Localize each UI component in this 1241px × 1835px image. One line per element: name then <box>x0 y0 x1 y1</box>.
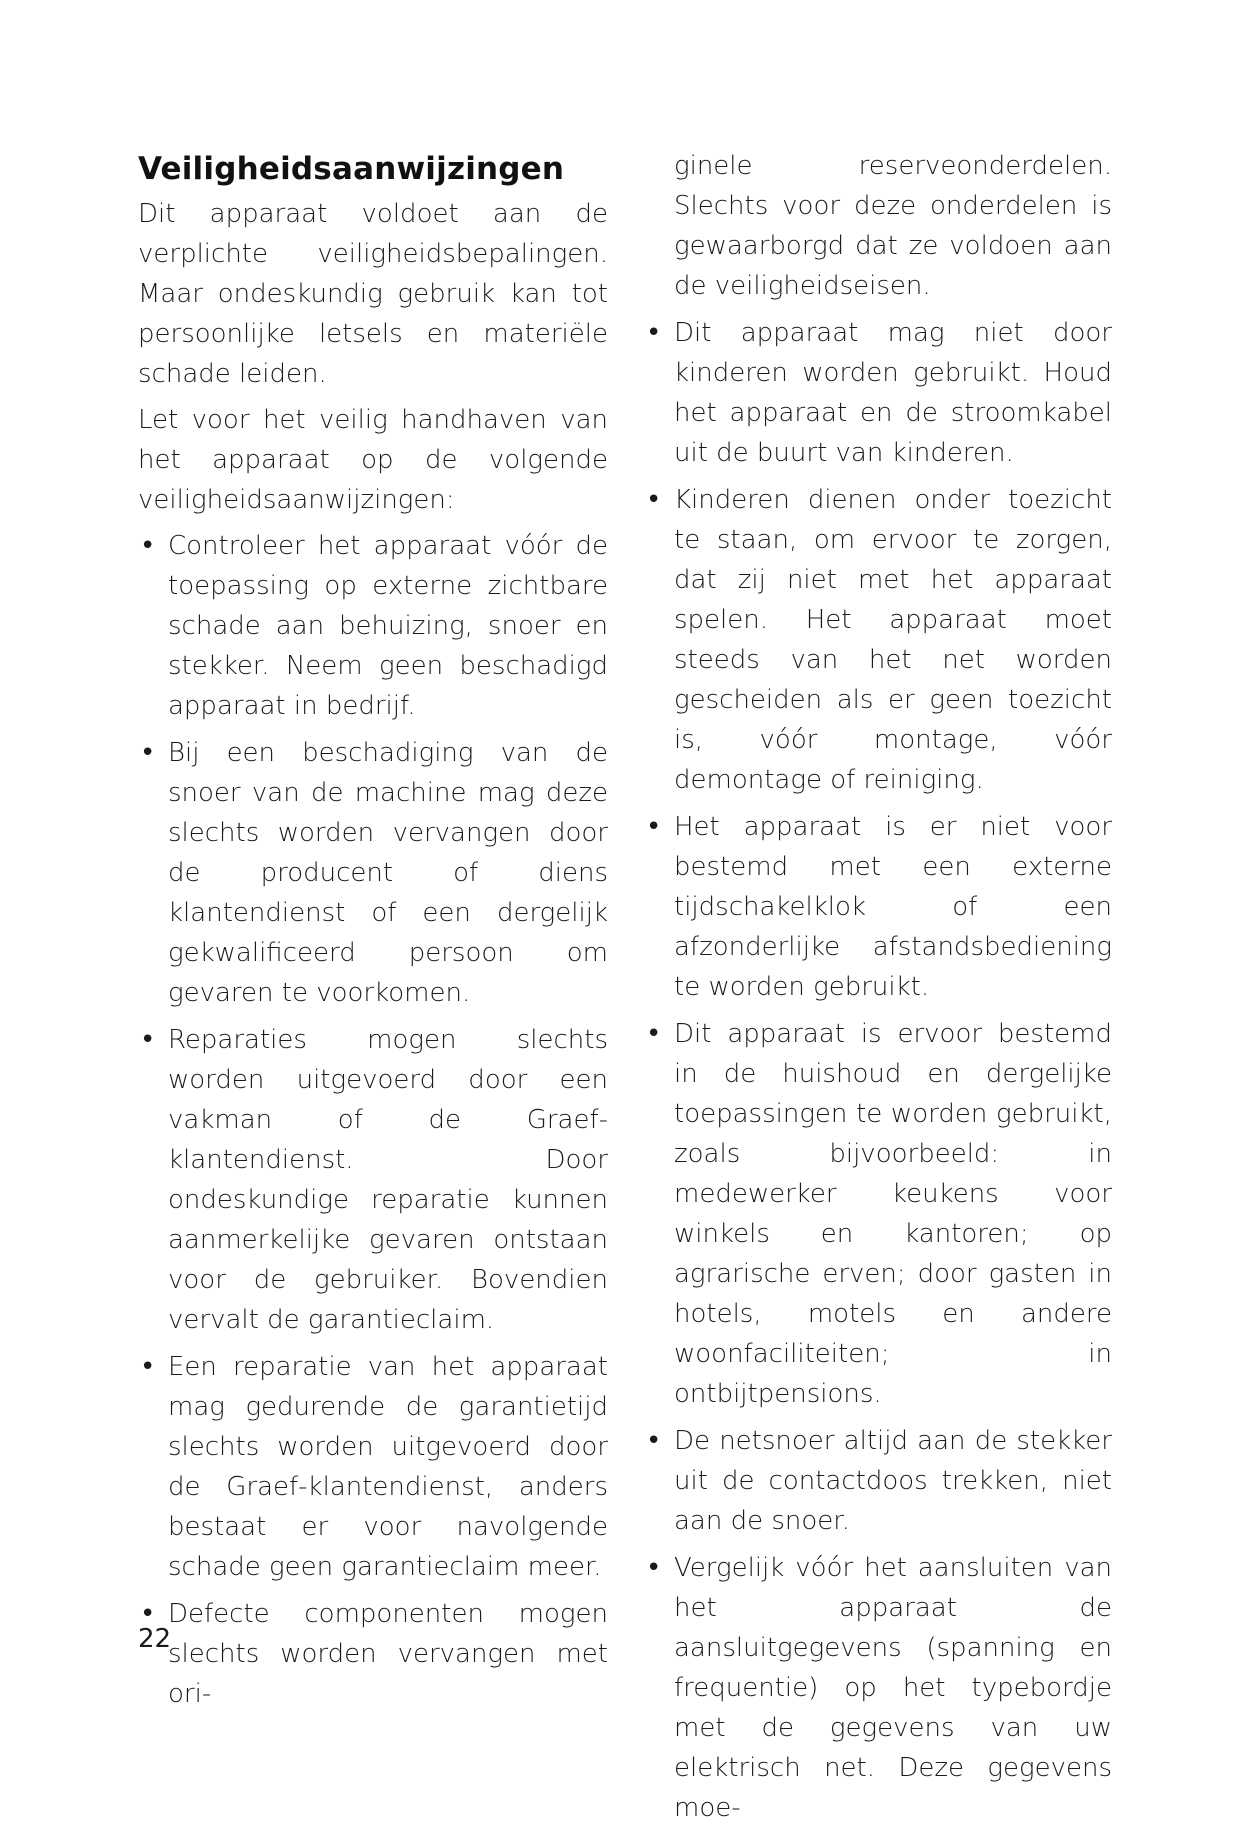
list-item-text: Bij een beschadiging van de snoer van de machine mag deze slechts worden vervangen door de producent of diens klantendienst of een dergelijk gekwalificeerd persoon om gevaren te voorkomen. <box>168 738 608 1008</box>
left-column <box>138 146 608 1721</box>
section-heading: Veiligheidsaanwijzingen <box>138 151 565 187</box>
list-item <box>644 807 1112 1007</box>
list-item <box>644 1014 1112 1414</box>
intro-paragraph: Let voor het veilig handhaven van het apparaat op de volgende veiligheidsaanwijzingen: <box>138 405 608 515</box>
list-item-continuation: ginele reserveonderdelen. Slechts voor deze onderdelen is gewaarborgd dat ze voldoen aan de veiligheidseisen. <box>674 151 1112 301</box>
list-item-text: Een reparatie van het apparaat mag gedurende de garantietijd slechts worden uitgevoerd door de Graef-klantendienst, anders bestaat er voor navolgende schade geen garantieclaim meer. <box>168 1352 608 1582</box>
list-item-text: Defecte componenten mogen slechts worden vervangen met ori- <box>168 1599 608 1709</box>
bullet-icon: • <box>646 1426 662 1456</box>
list-item-text: Het apparaat is er niet voor bestemd met een externe tijdschakelklok of een afzonderlijke afstandsbediening te worden gebruikt. <box>674 812 1112 1002</box>
bullet-icon: • <box>646 1019 662 1049</box>
bullet-icon: • <box>646 318 662 348</box>
list-item <box>138 526 608 726</box>
safety-list-right <box>644 313 1112 1828</box>
bullet-icon: • <box>140 1352 156 1382</box>
list-item <box>644 313 1112 473</box>
bullet-icon: • <box>646 812 662 842</box>
list-item-text: Dit apparaat is ervoor bestemd in de huishoud en dergelijke toepassingen te worden gebruikt, zoals bijvoorbeeld: in medewerker keukens voor winkels en kantoren; op agrarische erven; door gasten in hotels, motels en andere woonfaciliteiten; in ontbijtpensions. <box>674 1019 1112 1409</box>
bullet-icon: • <box>140 1599 156 1629</box>
bullet-icon: • <box>140 738 156 768</box>
list-item-text: Kinderen dienen onder toezicht te staan, om ervoor te zorgen, dat zij niet met het apparaat spelen. Het apparaat moet steeds van het net worden gescheiden als er geen toezicht is, vóór montage, vóór demontage of reiniging. <box>674 485 1112 795</box>
page-number: 22 <box>138 1624 172 1654</box>
intro-paragraph: Dit apparaat voldoet aan de verplichte veiligheidsbepalingen. Maar ondeskundig gebruik kan tot persoonlijke letsels en materiële schade leiden. <box>138 199 608 389</box>
list-item <box>644 1548 1112 1828</box>
list-item <box>644 1421 1112 1541</box>
bullet-icon: • <box>646 485 662 515</box>
safety-list-left <box>138 526 608 1714</box>
list-item-text: De netsnoer altijd aan de stekker uit de contactdoos trekken, niet aan de snoer. <box>674 1426 1112 1536</box>
bullet-icon: • <box>140 1025 156 1055</box>
right-column <box>644 146 1112 1835</box>
list-item <box>138 1347 608 1587</box>
list-item <box>644 480 1112 800</box>
list-item-text: Dit apparaat mag niet door kinderen worden gebruikt. Houd het apparaat en de stroomkabel uit de buurt van kinderen. <box>674 318 1112 468</box>
list-item-text: Reparaties mogen slechts worden uitgevoerd door een vakman of de Graef-klantendienst. Door ondeskundige reparatie kunnen aanmerkelijke gevaren ontstaan voor de gebruiker. Bovendien vervalt de garantieclaim. <box>168 1025 608 1335</box>
list-item <box>138 1594 608 1714</box>
list-item <box>138 733 608 1013</box>
bullet-icon: • <box>140 531 156 561</box>
list-item-text: Vergelijk vóór het aansluiten van het apparaat de aansluitgegevens (spanning en frequentie) op het typebordje met de gegevens van uw elektrisch net. Deze gegevens moe- <box>674 1553 1112 1823</box>
list-item-text: Controleer het apparaat vóór de toepassing op externe zichtbare schade aan behuizing, snoer en stekker. Neem geen beschadigd apparaat in bedrijf. <box>168 531 608 721</box>
list-item <box>138 1020 608 1340</box>
bullet-icon: • <box>646 1553 662 1583</box>
